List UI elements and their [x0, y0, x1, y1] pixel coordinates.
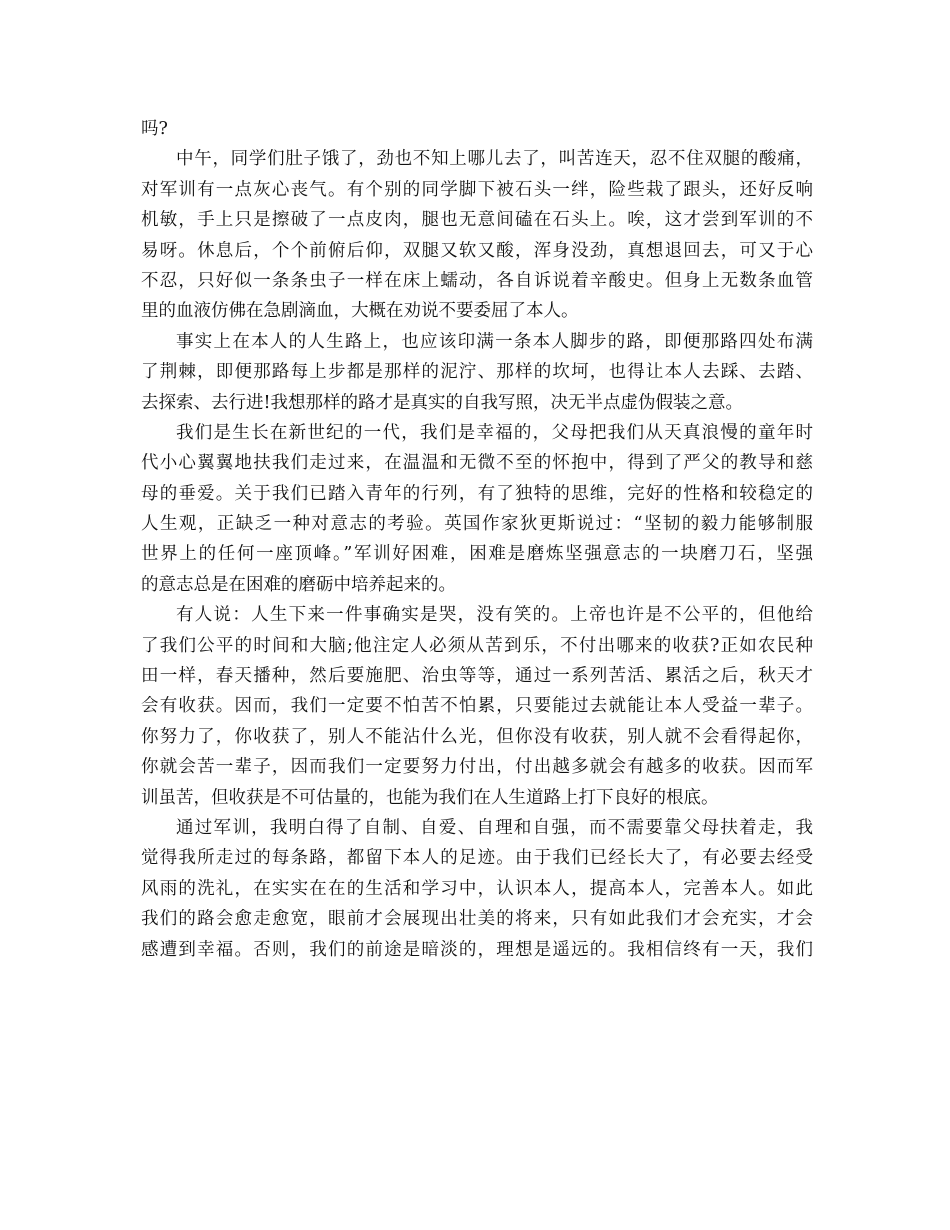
text-line: 母的垂爱。关于我们已踏入青年的行列，有了独特的思维，完好的性格和较稳定的	[141, 483, 813, 504]
text-line: 去探索、去行进!我想那样的路才是真实的自我写照，决无半点虚伪假装之意。	[141, 392, 744, 413]
text-line: 不忍，只好似一条条虫子一样在床上蠕动，各自诉说着辛酸史。但身上无数条血管	[141, 270, 813, 291]
text-line: 你努力了，你收获了，别人不能沾什么光，但你没有收获，别人就不会看得起你，	[141, 726, 813, 747]
text-line: 觉得我所走过的每条路，都留下本人的足迹。由于我们已经长大了，有必要去经受	[141, 848, 813, 869]
text-line: 你就会苦一辈子，因而我们一定要努力付出，付出越多就会有越多的收获。因而军	[141, 757, 813, 778]
text-line: 世界上的任何一座顶峰。”军训好困难，困难是磨炼坚强意志的一块磨刀石，坚强	[141, 544, 813, 565]
text-line: 对军训有一点灰心丧气。有个别的同学脚下被石头一绊，险些栽了跟头，还好反响	[141, 179, 813, 200]
text-line: 我们是生长在新世纪的一代，我们是幸福的，父母把我们从天真浪慢的童年时	[176, 422, 813, 443]
text-line: 机敏，手上只是擦破了一点皮肉，腿也无意间磕在石头上。唉，这才尝到军训的不	[141, 210, 813, 231]
text-line: 有人说：人生下来一件事确实是哭，没有笑的。上帝也许是不公平的，但他给	[176, 605, 813, 626]
text-line: 中午，同学们肚子饿了，劲也不知上哪儿去了，叫苦连天，忍不住双腿的酸痛，	[176, 149, 813, 170]
text-line: 人生观，正缺乏一种对意志的考验。英国作家狄更斯说过：“坚韧的毅力能够制服	[141, 514, 813, 535]
text-line: 风雨的洗礼，在实实在在的生活和学习中，认识本人，提高本人，完善本人。如此	[141, 878, 813, 899]
document-page	[141, 114, 813, 965]
text-line: 代小心翼翼地扶我们走过来，在温温和无微不至的怀抱中，得到了严父的教导和慈	[141, 453, 813, 474]
text-line: 田一样，春天播种，然后要施肥、治虫等等，通过一系列苦活、累活之后，秋天才	[141, 666, 813, 687]
text-line: 通过军训，我明白得了自制、自爱、自理和自强，而不需要靠父母扶着走，我	[176, 817, 813, 838]
text-line: 感遭到幸福。否则，我们的前途是暗淡的，理想是遥远的。我相信终有一天，我们	[141, 939, 813, 960]
text-line: 易呀。休息后，个个前俯后仰，双腿又软又酸，浑身没劲，真想退回去，可又于心	[141, 240, 813, 261]
text-line: 了我们公平的时间和大脑;他注定人必须从苦到乐，不付出哪来的收获?正如农民种	[141, 635, 813, 656]
text-line: 的意志总是在困难的磨砺中培养起来的。	[141, 574, 456, 595]
text-line: 我们的路会愈走愈宽，眼前才会展现出壮美的将来，只有如此我们才会充实，才会	[141, 909, 813, 930]
text-line: 了荆棘，即便那路每上步都是那样的泥泞、那样的坎坷，也得让本人去踩、去踏、	[141, 362, 813, 383]
text-line: 事实上在本人的人生路上，也应该印满一条本人脚步的路，即便那路四处布满	[176, 331, 813, 352]
text-line: 会有收获。因而，我们一定要不怕苦不怕累，只要能过去就能让本人受益一辈子。	[141, 696, 813, 717]
text-line: 吗?	[141, 119, 168, 139]
text-line: 训虽苦，但收获是不可估量的，也能为我们在人生道路上打下良好的根底。	[141, 787, 719, 808]
text-line: 里的血液仿佛在急剧滴血，大概在劝说不要委屈了本人。	[141, 301, 579, 322]
